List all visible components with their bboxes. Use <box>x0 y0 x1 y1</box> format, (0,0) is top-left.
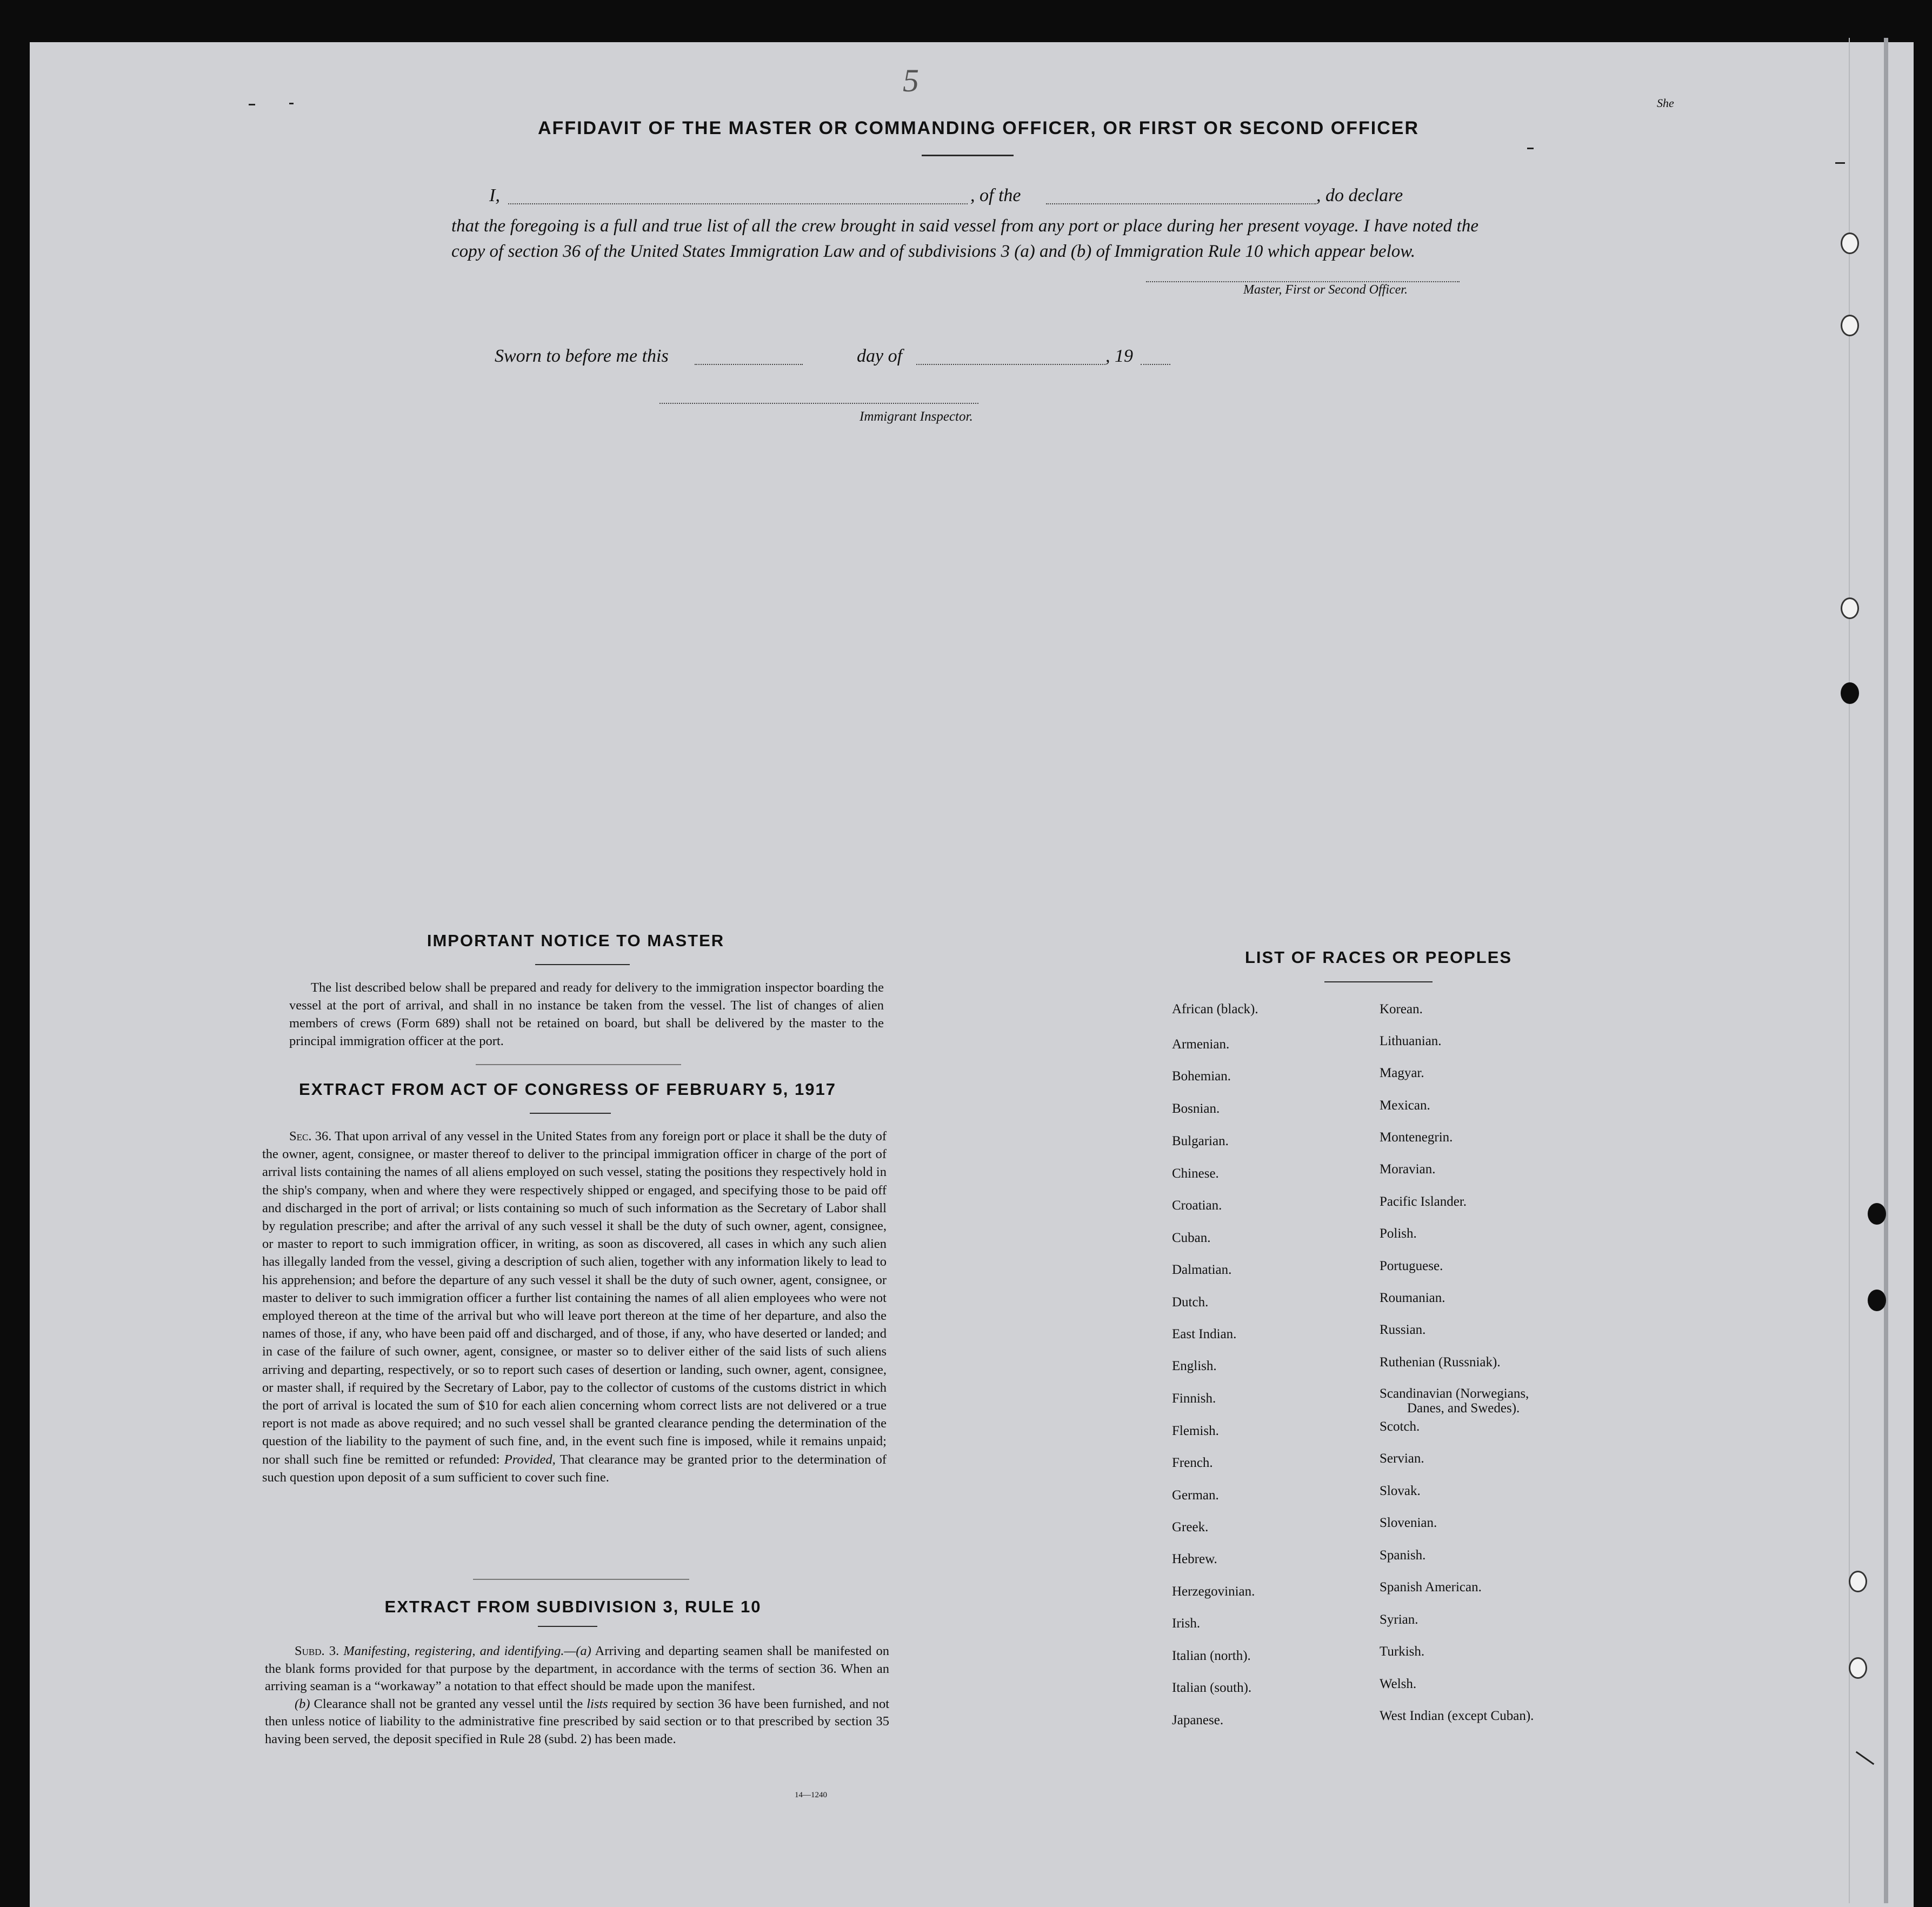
race-item: Finnish. <box>1172 1391 1216 1406</box>
affidavit-i: I, <box>489 185 500 205</box>
subd-b-marker: (b) <box>295 1696 310 1711</box>
race-item: Croatian. <box>1172 1198 1222 1213</box>
sworn-day-field[interactable] <box>695 364 803 365</box>
affidavit-body: that the foregoing is a full and true list of all the crew brought in said vessel from any port or place during her present voyage. I have noted the copy of section 36 of the United States Immigration Law and of subdivisions 3 (a) and (b) of Immigration Rule 10 which appear below. <box>451 216 1478 261</box>
subd-a-marker: —(a) <box>564 1644 591 1658</box>
sworn-month-field[interactable] <box>916 364 1105 365</box>
race-item: Danes, and Swedes). <box>1407 1401 1520 1416</box>
race-item: Mexican. <box>1380 1098 1430 1113</box>
race-item: Welsh. <box>1380 1677 1417 1691</box>
scan-mark <box>289 103 294 104</box>
race-item: Herzegovinian. <box>1172 1584 1255 1599</box>
punch-hole <box>1841 682 1859 704</box>
subd-b-text-2: required by section 36 have been furnished, and not then unless notice of liability to the administrative fine prescribed by said section or to that prescribed by section 35 having been served, the deposit specified in Rule 28 (subd. 2) has been made. <box>265 1696 890 1746</box>
race-item: Turkish. <box>1380 1644 1425 1659</box>
race-item: Cuban. <box>1172 1231 1211 1245</box>
affidavit-of-the: , of the <box>970 185 1021 205</box>
proviso-text: That clearance may be granted prior to the determination of such question upon deposit of a sum sufficient to cover such fine. <box>262 1452 887 1485</box>
subd-b-lists: lists <box>587 1696 608 1711</box>
affidavit-declaration-line <box>489 185 1505 212</box>
sworn-year: , 19 <box>1105 346 1133 366</box>
race-item: Syrian. <box>1380 1612 1418 1627</box>
affidavit-declare: , do declare <box>1316 185 1403 205</box>
races-title-rule <box>1324 981 1433 982</box>
name-field[interactable] <box>508 203 968 204</box>
notice-title-rule <box>535 964 630 965</box>
sworn-prefix: Sworn to before me this <box>495 346 669 366</box>
race-item: Slovenian. <box>1380 1516 1437 1530</box>
subd-heading: Manifesting, registering, and identifying. <box>343 1644 564 1658</box>
race-item: Moravian. <box>1380 1162 1436 1177</box>
subd-label: Subd. 3. <box>295 1644 339 1658</box>
section-divider <box>476 1064 681 1065</box>
notice-text <box>289 979 884 1050</box>
race-item: Roumanian. <box>1380 1291 1445 1305</box>
race-item: Scandinavian (Norwegians, <box>1380 1386 1529 1401</box>
master-signature-label: Master, First or Second Officer. <box>1243 283 1408 297</box>
notice-body: The list described below shall be prepared and ready for delivery to the immigration inspector boarding the vessel at the port of arrival, and shall in no instance be taken from the vessel. The list of changes of alien members of crews (Form 689) shall not be retained on board, but shall be delivered by the master to the principal immigration officer at the port. <box>289 980 884 1048</box>
race-item: German. <box>1172 1488 1219 1503</box>
rule-title-rule <box>538 1626 597 1627</box>
race-item: Greek. <box>1172 1520 1209 1534</box>
race-item: Slovak. <box>1380 1484 1421 1498</box>
race-item: English. <box>1172 1359 1217 1373</box>
race-item: Servian. <box>1380 1451 1424 1466</box>
section-36-body: That upon arrival of any vessel in the United States from any foreign port or place it shall be the duty of the owner, agent, consignee, or master thereof to deliver to the principal immigration officer in charge of the port of arrival lists containing the names of all aliens employed on such vessel, stating the positions they respectively hold in the ship's company, when and where they were respectively shipped or engaged, and specifying those to be paid off and discharged in the port of arrival; or lists containing so much of such information as the Secretary of Labor shall by regulation prescribe; and after the arrival of any such vessel it shall be the duty of such owner, agent, consignee, or master to report to such immigration officer, in writing, as soon as discovered, all cases in which any such alien has illegally landed from the vessel, giving a description of such alien, together with any information likely to lead to his apprehension; and before the departure of any such vessel it shall be the duty of such owner, agent, consignee, or master to deliver to such immigration officer a further list containing the names of all alien employees who were not employed thereon at the time of the arrival but who will leave port thereon at the time of her departure, and also the names of those, if any, who have been paid off and discharged, and of those, if any, who have deserted or landed; and in case of the failure of such owner, agent, consignee, or master so to deliver either of the said lists of such aliens arriving and departing, respectively, or so to report such cases of desertion or landing, such owner, agent, consignee, or master shall, if required by the Secretary of Labor, pay to the collector of customs of the customs district in which the port of arrival is located the sum of $10 for each alien concerning whom correct lists are not delivered or a true report is not made as above required; and no such vessel shall be granted clearance pending the determination of the question of the liability to the payment of such fine, and, in the event such fine is imposed, while it remains unpaid; nor shall such fine be remitted or refunded: <box>262 1129 887 1467</box>
race-item: African (black). <box>1172 1002 1258 1016</box>
race-item: Japanese. <box>1172 1713 1224 1727</box>
race-item: Bohemian. <box>1172 1069 1231 1084</box>
races-title: LIST OF RACES OR PEOPLES <box>1244 948 1513 967</box>
race-item: Pacific Islander. <box>1380 1194 1467 1209</box>
race-item: Bosnian. <box>1172 1101 1220 1116</box>
race-item: Spanish American. <box>1380 1580 1482 1594</box>
punch-hole <box>1841 232 1859 254</box>
race-item: Lithuanian. <box>1380 1034 1442 1048</box>
subd-a-text: Arriving and departing seamen shall be manifested on the blank forms provided for that purpose by the department, in accordance with the terms of section 36. When an arriving seaman is a “workaway” a notation to that effect should be made upon the manifest. <box>265 1644 890 1693</box>
race-item: Russian. <box>1380 1323 1426 1337</box>
race-item: French. <box>1172 1456 1213 1470</box>
sworn-year-field[interactable] <box>1141 364 1170 365</box>
race-item: West Indian (except Cuban). <box>1380 1709 1534 1723</box>
section-36-label: Sec. 36. <box>289 1129 332 1144</box>
punch-hole <box>1849 1657 1867 1679</box>
race-item: Italian (south). <box>1172 1680 1252 1695</box>
form-number: 14—1240 <box>795 1791 827 1799</box>
sworn-line <box>495 346 1170 373</box>
race-item: Italian (north). <box>1172 1649 1251 1663</box>
inspector-label: Immigrant Inspector. <box>860 409 973 424</box>
scan-mark <box>249 104 255 105</box>
page-edge <box>1884 38 1888 1903</box>
punch-hole <box>1868 1203 1886 1225</box>
race-item: Portuguese. <box>1380 1259 1443 1273</box>
race-item: Korean. <box>1380 1002 1423 1016</box>
race-item: Ruthenian (Russniak). <box>1380 1355 1501 1370</box>
race-item: Scotch. <box>1380 1419 1420 1434</box>
punch-hole <box>1868 1290 1886 1311</box>
notice-title: IMPORTANT NOTICE TO MASTER <box>427 931 725 950</box>
race-item: Magyar. <box>1380 1066 1424 1080</box>
race-item: East Indian. <box>1172 1327 1237 1341</box>
race-item: Bulgarian. <box>1172 1134 1229 1148</box>
affidavit-title: AFFIDAVIT OF THE MASTER OR COMMANDING OFFICER, OR FIRST OR SECOND OFFICER <box>538 118 1419 138</box>
scan-mark <box>1835 162 1845 164</box>
handwritten-page-mark: 5 <box>903 63 919 98</box>
race-item: Spanish. <box>1380 1548 1426 1563</box>
affidavit-title-rule <box>922 155 1014 156</box>
act-title-rule <box>530 1113 611 1114</box>
race-item: Dalmatian. <box>1172 1263 1232 1277</box>
punch-hole <box>1841 597 1859 619</box>
section-36-text <box>262 1127 887 1486</box>
rule-extract-title: EXTRACT FROM SUBDIVISION 3, RULE 10 <box>384 1597 762 1616</box>
race-item: Armenian. <box>1172 1037 1230 1052</box>
vessel-field[interactable] <box>1046 203 1316 204</box>
master-signature-field[interactable] <box>1146 281 1460 282</box>
punch-hole <box>1849 1571 1867 1592</box>
race-item: Hebrew. <box>1172 1552 1217 1566</box>
scan-mark <box>1527 148 1534 149</box>
proviso-word: Provided, <box>504 1452 556 1467</box>
race-item: Dutch. <box>1172 1295 1209 1310</box>
punch-hole <box>1841 315 1859 336</box>
race-item: Flemish. <box>1172 1424 1219 1438</box>
race-item: Irish. <box>1172 1616 1201 1631</box>
act-extract-title: EXTRACT FROM ACT OF CONGRESS OF FEBRUARY 5, 1917 <box>299 1080 836 1099</box>
race-item: Chinese. <box>1172 1166 1219 1181</box>
subdivision-3-text <box>265 1643 889 1748</box>
race-item: Polish. <box>1380 1226 1417 1241</box>
sheet-marker: She <box>1657 96 1674 110</box>
section-divider-2 <box>473 1579 689 1580</box>
subd-b-text-1: Clearance shall not be granted any vessel until the <box>314 1696 583 1711</box>
sworn-day-of: day of <box>857 346 903 366</box>
race-item: Montenegrin. <box>1380 1130 1453 1145</box>
inspector-signature-field[interactable] <box>659 403 978 404</box>
